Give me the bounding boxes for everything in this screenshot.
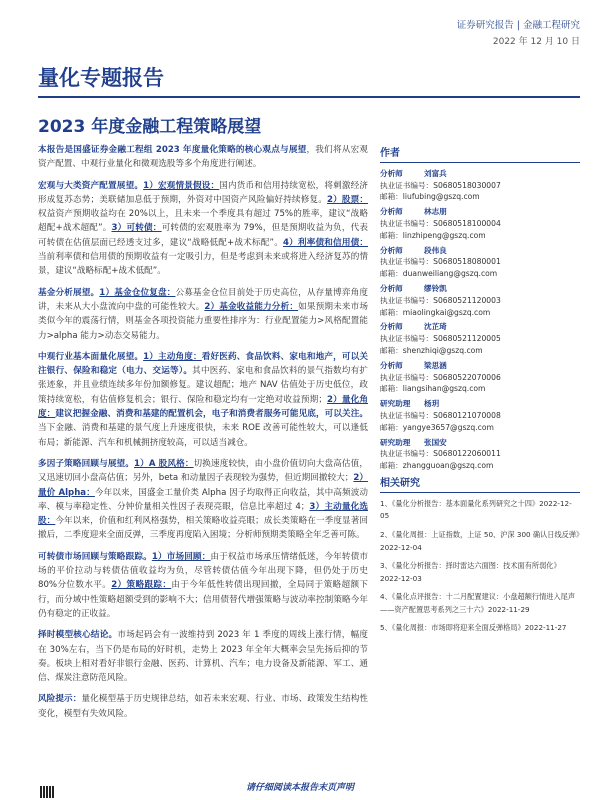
author-entry bbox=[380, 168, 580, 203]
related-report-link[interactable]: 4、《量化点评报告：十二月配置建议：小盘超额行情进入尾声——资产配置思考系列之三十六》2022-11-29 bbox=[380, 592, 576, 614]
author-role: 分析师 bbox=[380, 168, 403, 178]
author-license: 执业证书编号：S0680521120005 bbox=[380, 334, 501, 344]
authors-title: 作者 bbox=[380, 148, 580, 163]
related-report-link[interactable]: 1、《量化分析报告：基本面量化系列研究之十四》2022-12-05 bbox=[380, 498, 572, 521]
authors-list bbox=[380, 168, 580, 472]
multifactor-paragraph: 多因子策略回顾与展望。1）A 股风格：切换速度较快，由小盘价值切向大盘高估值，又迅速切回小盘高估值；另外，beta 和动量因子表现较为强势，但近期回撤较大；2）量价 Alpha：今年以来，国盛金工量价类 Alpha 因子均取得正向收益，其中高频波动率、模与率稳定性、分钟价量相关性因子表现亮眼，信息比率超过 4；3）主动量化选股：今年以来，价值和红利风格强势，相关策略收益亮眼；成长类策略在一季度显著回撤后，二季度迎来全面反弹，三季度再度陷入困境；分析师预期类策略全年乏善可陈。 bbox=[38, 458, 369, 541]
author-entry bbox=[380, 245, 580, 280]
author-entry bbox=[380, 360, 580, 395]
author-entry bbox=[380, 283, 580, 318]
author-name: 段伟良 bbox=[424, 245, 447, 255]
author-email[interactable]: 邮箱：liangsihan@gszq.com bbox=[380, 384, 486, 394]
report-header bbox=[457, 18, 580, 50]
author-entry bbox=[380, 398, 580, 433]
author-role: 分析师 bbox=[380, 207, 403, 217]
author-role: 研究助理 bbox=[380, 399, 411, 409]
author-license: 执业证书编号：S0680122060011 bbox=[380, 449, 501, 459]
author-role: 分析师 bbox=[380, 283, 403, 293]
author-role: 研究助理 bbox=[380, 437, 411, 447]
author-license: 执业证书编号：S0680522070006 bbox=[380, 372, 501, 382]
author-email[interactable]: 邮箱：linzhipeng@gszq.com bbox=[380, 230, 486, 240]
author-name: 缪铃凯 bbox=[424, 283, 447, 293]
title-divider bbox=[38, 96, 580, 98]
sidebar bbox=[380, 148, 580, 641]
author-name: 沈芷琦 bbox=[424, 322, 447, 332]
author-email[interactable]: 邮箱：zhangguoan@gszq.com bbox=[380, 461, 494, 471]
author-email[interactable]: 邮箱：duanweiliang@gszq.com bbox=[380, 269, 498, 279]
report-date: 2022 年 12 月 10 日 bbox=[492, 37, 580, 47]
macro-paragraph: 宏观与大类资产配置展望。1）宏观情景假设：国内货币和信用持续宽松，将刺激经济形成复苏态势；美联储加息低于预期，外资对中国资产风险偏好持续修复。2）股票：权益资产预期收益均在 20%以上，且未来一个季度具有超过 75%的胜率，建议“战略超配+战术超配”。3）可转债：可转债的宏观胜率为 79%，但是预期收益为负，代表可转债在估值层面已经透支过多，建议“战略低配+战术标配”。4）利率债和信用债：当前利率债和信用债的预期收益有一定吸引力，但是考虑到未来或将进入经济复苏的情景，建议“战略标配+战术低配”。 bbox=[38, 180, 368, 277]
convertible-paragraph: 可转债市场回顾与策略跟踪。1）市场回顾：由于权益市场承压情绪低迷，今年转债市场的平价拉动与转债估值收益均为负，尽管转债估值今年出现下降，但仍处于历史 80%分位数水平。2）策略跟踪：由于今年低性转债出现回撤，全局同于策略超额下行，而分域中性策略超额受到的影响不大；信用债替代增强策略与波动率控制策略今年仍有稳定的正收益。 bbox=[38, 551, 368, 619]
report-type: 证券研究报告 | 金融工程研究 bbox=[456, 20, 580, 31]
author-role: 分析师 bbox=[380, 245, 403, 255]
author-entry bbox=[380, 437, 580, 472]
industry-paragraph: 中观行业基本面量化展望。1）主动角度：看好医药、食品饮料、家电和地产，可以关注银行、保险和稳定（电力、交运等）。其中医药、家电和食品饮料的景气指数均有扩张迹象，并且业绩连续多年份加额修复。建议超配；地产 NAV 估值处于历史低位，政策持续宽松，有估值修复机会；银行、保险和稳定均有一定绝对收益预期；2）量化角度：建议把握金融、消费和基建的配置机会，电子和消费者服务可能见底，可以关注。当下金融、消费和基建的景气度上升速度很快，未来 ROE 改善可能性较大，可以逢低布局；新能源、汽车和机械拥挤度较高，可以适当减仓。 bbox=[38, 351, 368, 448]
related-title: 相关研究 bbox=[380, 478, 580, 493]
author-entry bbox=[380, 321, 580, 356]
related-report-link[interactable]: 3、《量化分析报告：择时雷达六面图：技术面有所弱化》2022-12-03 bbox=[380, 561, 561, 583]
author-role: 分析师 bbox=[380, 322, 403, 332]
author-license: 执业证书编号：S0680121070008 bbox=[380, 410, 501, 420]
intro-paragraph: 本报告是国盛证券金融工程组 2023 年度量化策略的核心观点与展望，我们将从宏观资产配置、中观行业量化和微观选股等多个角度进行阐述。 bbox=[38, 145, 368, 170]
author-email[interactable]: 邮箱：shenzhiqi@gszq.com bbox=[380, 345, 483, 355]
footer-disclaimer: 请仔细阅读本报告末页声明 bbox=[245, 783, 354, 793]
related-report-link[interactable]: 2、《量化周报：上证指数，上证 50、沪深 300 确认日线反弹》2022-12-04 bbox=[380, 529, 580, 552]
author-name: 杨玥 bbox=[424, 399, 440, 409]
author-email[interactable]: 邮箱：yangye3657@gszq.com bbox=[380, 422, 494, 432]
author-name: 刘富兵 bbox=[424, 168, 447, 178]
risk-paragraph: 风险提示：量化模型基于历史规律总结，如若未来宏观、行业、市场、政策发生结构性变化，模型有失效风险。 bbox=[38, 694, 368, 719]
category-title: 量化专题报告 bbox=[38, 66, 164, 90]
author-license: 执业证书编号：S0680518080001 bbox=[380, 257, 501, 267]
author-name: 张国安 bbox=[424, 437, 447, 447]
main-content bbox=[38, 143, 368, 728]
related-report-link[interactable]: 5、《量化周报：市场即将迎来全面反弹格局》2022-11-27 bbox=[380, 623, 567, 633]
fund-paragraph: 基金分析展望。1）基金仓位复盘：公募基金仓位目前处于历史高位，从存量博弈角度讲，未来从大小盘流向中盘的可能性较大。2）基金收益能力分析：如果预期未来市场类似今年的震荡行情，则基金各项投资能力重要性排序为：行业配置能力>风格配置能力>alpha 能力>动态交易能力。 bbox=[38, 287, 368, 341]
author-license: 执业证书编号：S0680518100004 bbox=[380, 218, 501, 228]
author-license: 执业证书编号：S0680521120003 bbox=[380, 295, 501, 305]
timing-paragraph: 择时模型核心结论。市场起码会有一波维持到 2023 年 1 季度的周线上涨行情，幅度在 30%左右，当下仍是布局的好时机，走势上 2023 年全年大概率会呈先扬后抑的节奏。板块上相对看好非银行金融、医药、计算机、汽车；电力设备及新能源、军工、通信、煤炭注意防范风险。 bbox=[38, 630, 368, 684]
author-license: 执业证书编号：S0680518030007 bbox=[380, 180, 501, 190]
author-name: 梁思涵 bbox=[424, 360, 447, 370]
report-title: 2023 年度金融工程策略展望 bbox=[38, 117, 262, 137]
author-entry bbox=[380, 206, 580, 241]
related-list bbox=[380, 498, 580, 635]
author-name: 林志朋 bbox=[424, 207, 447, 217]
author-email[interactable]: 邮箱：liufubing@gszq.com bbox=[380, 192, 480, 202]
author-email[interactable]: 邮箱：miaolingkai@gszq.com bbox=[380, 307, 491, 317]
author-role: 分析师 bbox=[380, 360, 403, 370]
